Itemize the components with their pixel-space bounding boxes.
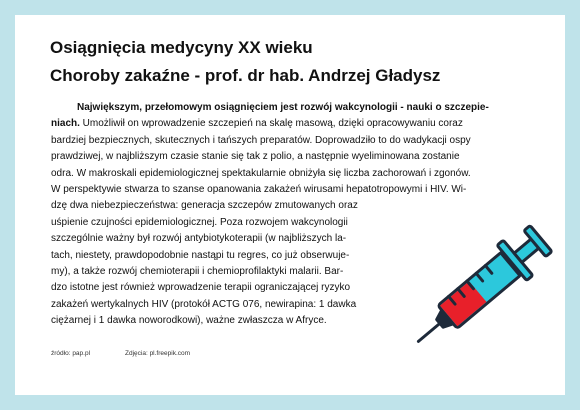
content-card [15,15,565,395]
syringe-needle [418,323,439,341]
source-credit: źródło: pap.pl [51,350,91,357]
text-line: prawdziwej, w najbliższym czasie stanie się tak z polio, a następnie wyeliminowana zostanie [51,151,460,163]
text-line: dzę dwa niebezpieczeństwa: generacja szczepów zmutowanych oraz [51,200,358,212]
text-line: dzo istotne jest również wprowadzenie terapii ograniczającej ryzyko [51,282,351,294]
text-line [51,116,546,132]
text-line: uśpienie czujności epidemiologicznej. Poza rozwojem wakcynologii [51,216,348,228]
photo-credit: Zdjęcia: pl.freepik.com [125,350,191,357]
text-line: bardziej bezpiecznych, skutecznych i tańszych preparatów. Doprowadziło to do wadykacji ospy [51,134,471,146]
text-line: ciężarnej i 1 dawka noworodkowi), ważne zwłaszcza w Afryce. [51,315,327,327]
syringe-icon [407,223,557,353]
text-run: Umożliwił on wprowadzenie szczepień na skalę masową, dzięki opracowywaniu coraz [79,118,463,130]
page-subtitle: Choroby zakaźne - prof. dr hab. Andrzej Gładysz [50,66,441,85]
text-bold: niach. [51,118,80,130]
text-line: zakażeń wertykalnych HIV (protokół ACTG 076, newirapina: 1 dawka [51,298,357,310]
text-line: tach, niestety, prawdopodobnie nastąpi tu regres, co już obserwuje- [51,249,350,261]
page-title: Osiągnięcia medycyny XX wieku [50,38,313,57]
text-line: odra. W makroskali epidemiologicznej spektakularnie obniżyła się liczba zachorowań i zgonów. [51,167,471,179]
text-line: Największym, przełomowym osiągnięciem jest rozwój wakcynologii - nauki o szczepie- [77,102,489,113]
text-line: my), a także rozwój chemioterapii i chemioprofilaktyki malarii. Bar- [51,265,344,277]
text-line: szczególnie ważny był rozwój antybiotykoterapii (w najbliższych la- [51,233,347,245]
text-line: W perspektywie stwarza to szanse opanowania zakażeń wirusami hepatotropowymi i HIV. Wi- [51,183,467,195]
